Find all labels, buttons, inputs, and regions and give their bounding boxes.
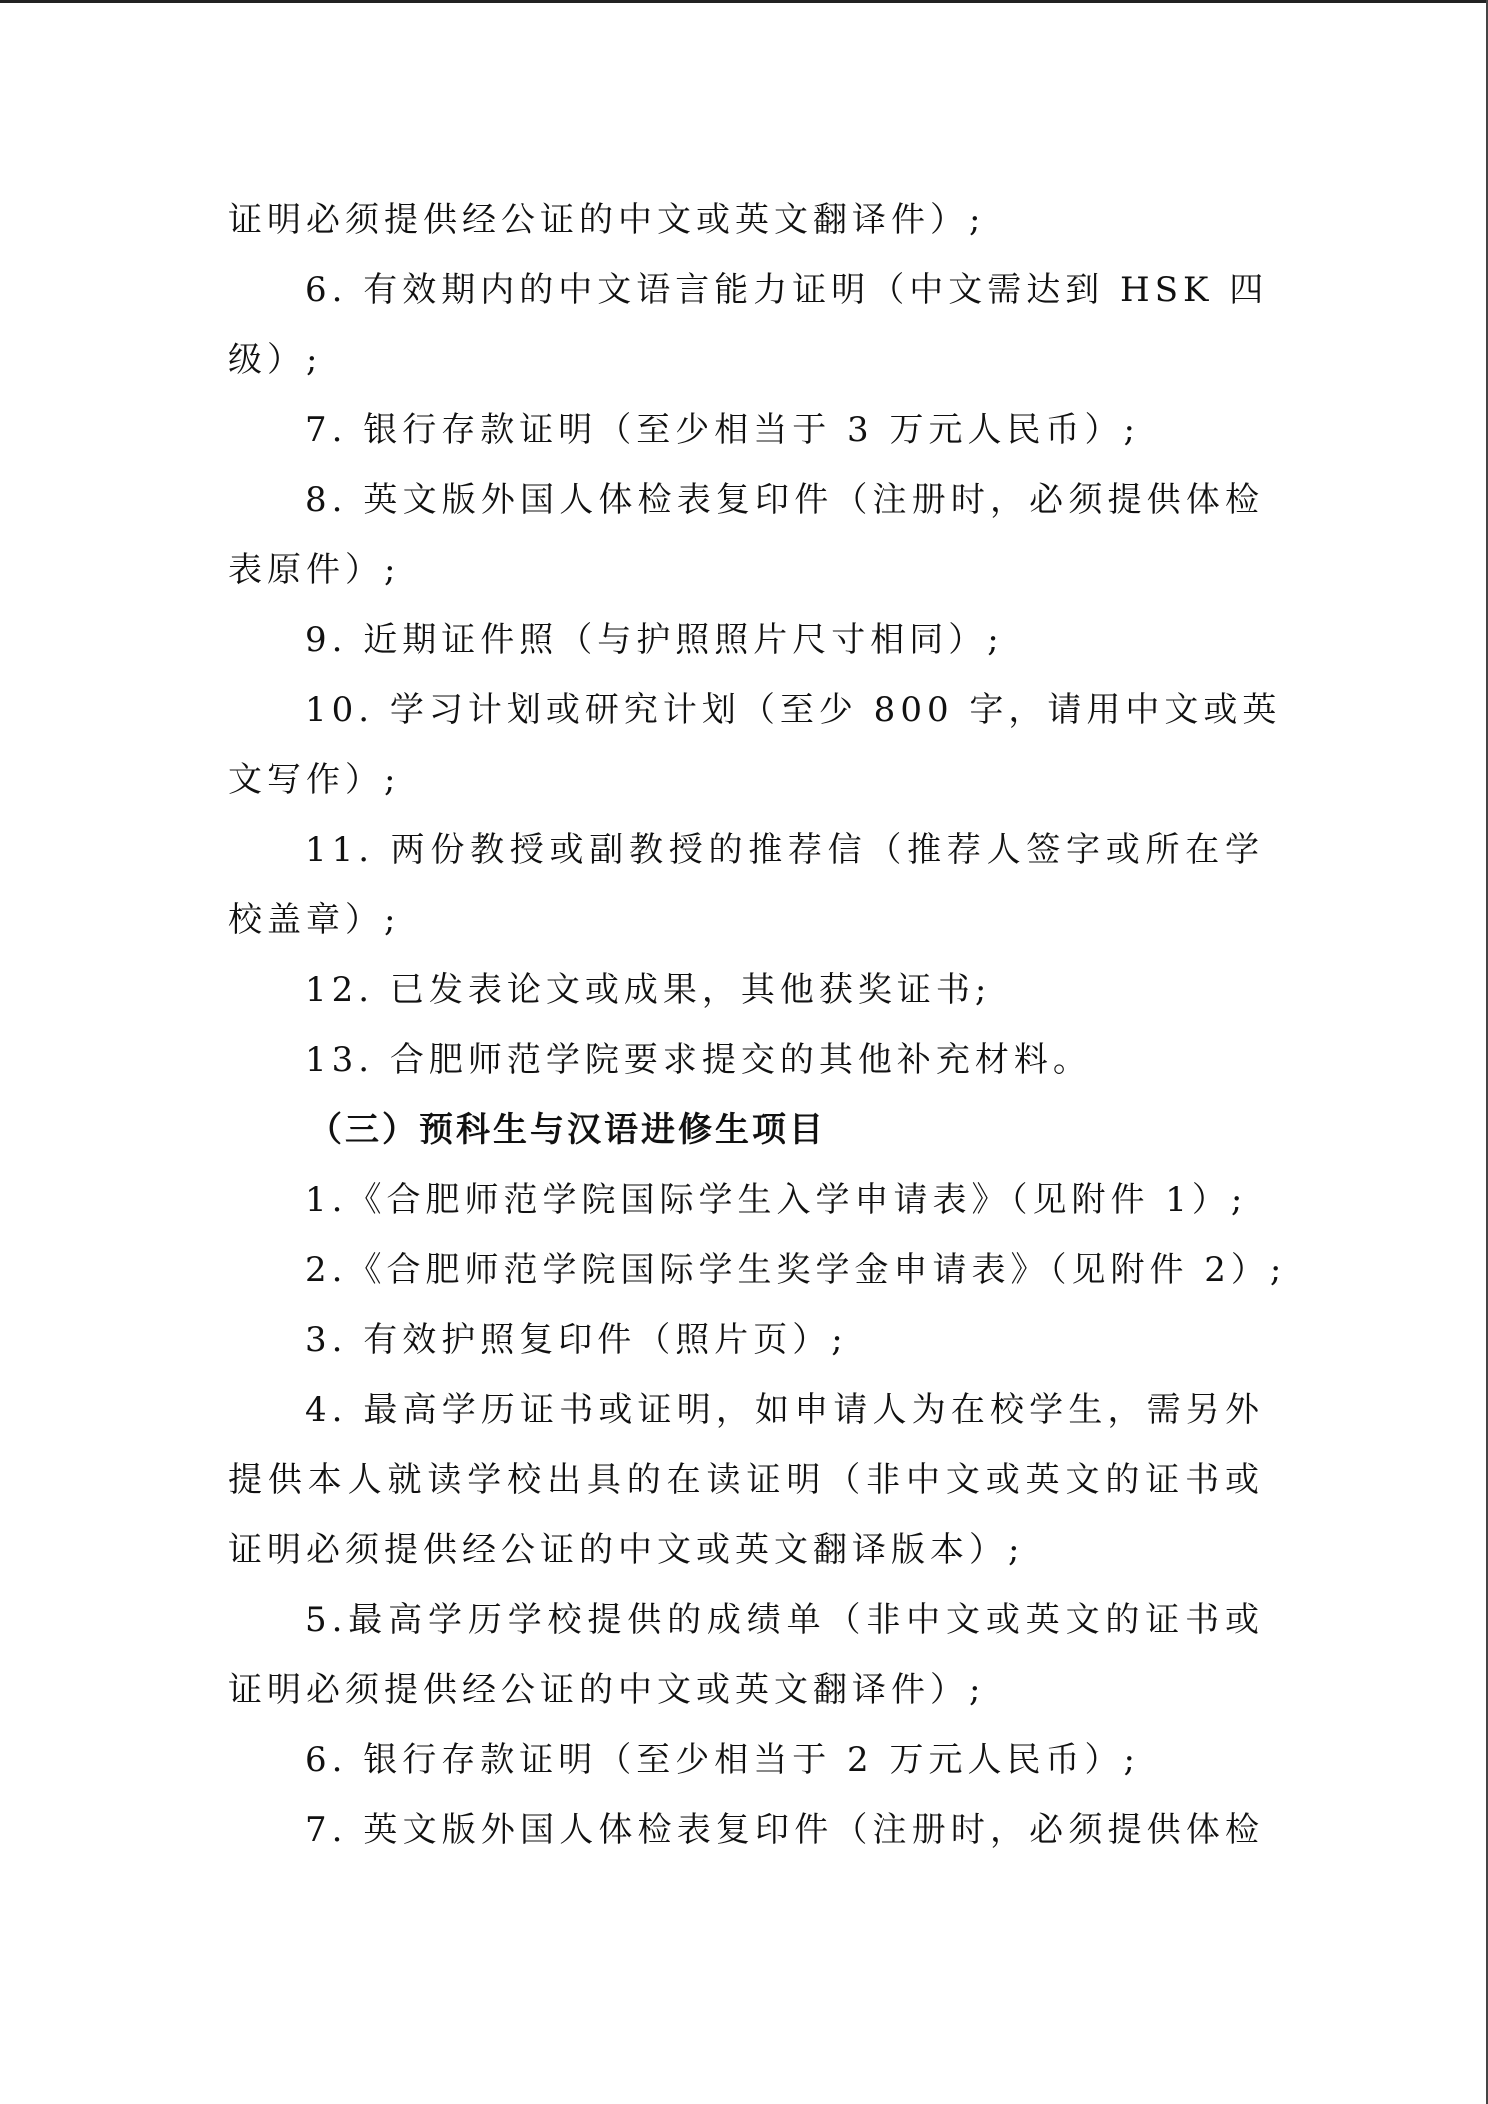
section-heading: （三）预科生与汉语进修生项目 [308,1110,826,1150]
paragraph-line: 级）; [228,340,323,380]
page-top-border [0,0,1488,3]
paragraph-line: 证明必须提供经公证的中文或英文翻译件）; [228,1670,986,1710]
document-page [228,185,1287,1865]
list-item-1-application-form: 1.《合肥师范学院国际学生入学申请表》（见附件 1）; [305,1180,1248,1220]
paragraph-line: 提供本人就读学校出具的在读证明（非中文或英文的证书或 [228,1460,1264,1500]
list-item-7-bank-deposit: 7. 银行存款证明（至少相当于 3 万元人民币）; [305,410,1140,450]
list-item-13-other-materials: 13. 合肥师范学院要求提交的其他补充材料。 [305,1040,1092,1080]
list-item-5-transcript: 5.最高学历学校提供的成绩单（非中文或英文的证书或 [305,1600,1264,1640]
paragraph-line: 证明必须提供经公证的中文或英文翻译版本）; [228,1530,1025,1570]
paragraph-line: 校盖章）; [228,900,401,940]
list-item-6-bank-deposit: 6. 银行存款证明（至少相当于 2 万元人民币）; [305,1740,1140,1780]
list-item-10-study-plan: 10. 学习计划或研究计划（至少 800 字，请用中文或英 [305,690,1282,730]
list-item-12-publications: 12. 已发表论文或成果，其他获奖证书; [305,970,992,1010]
paragraph-line: 表原件）; [228,550,401,590]
list-item-8-health-form: 8. 英文版外国人体检表复印件（注册时，必须提供体检 [305,480,1264,520]
list-item-6-hsk: 6. 有效期内的中文语言能力证明（中文需达到 HSK 四 [305,270,1269,310]
paragraph-line: 文写作）; [228,760,401,800]
paragraph-line: 证明必须提供经公证的中文或英文翻译件）; [228,200,986,240]
list-item-9-photo: 9. 近期证件照（与护照照片尺寸相同）; [305,620,1004,660]
list-item-2-scholarship-form: 2.《合肥师范学院国际学生奖学金申请表》（见附件 2）; [305,1250,1287,1290]
list-item-11-recommendation: 11. 两份教授或副教授的推荐信（推荐人签字或所在学 [305,830,1264,870]
list-item-7-health-form: 7. 英文版外国人体检表复印件（注册时，必须提供体检 [305,1810,1264,1850]
list-item-4-diploma: 4. 最高学历证书或证明，如申请人为在校学生，需另外 [305,1390,1264,1430]
list-item-3-passport: 3. 有效护照复印件（照片页）; [305,1320,848,1360]
